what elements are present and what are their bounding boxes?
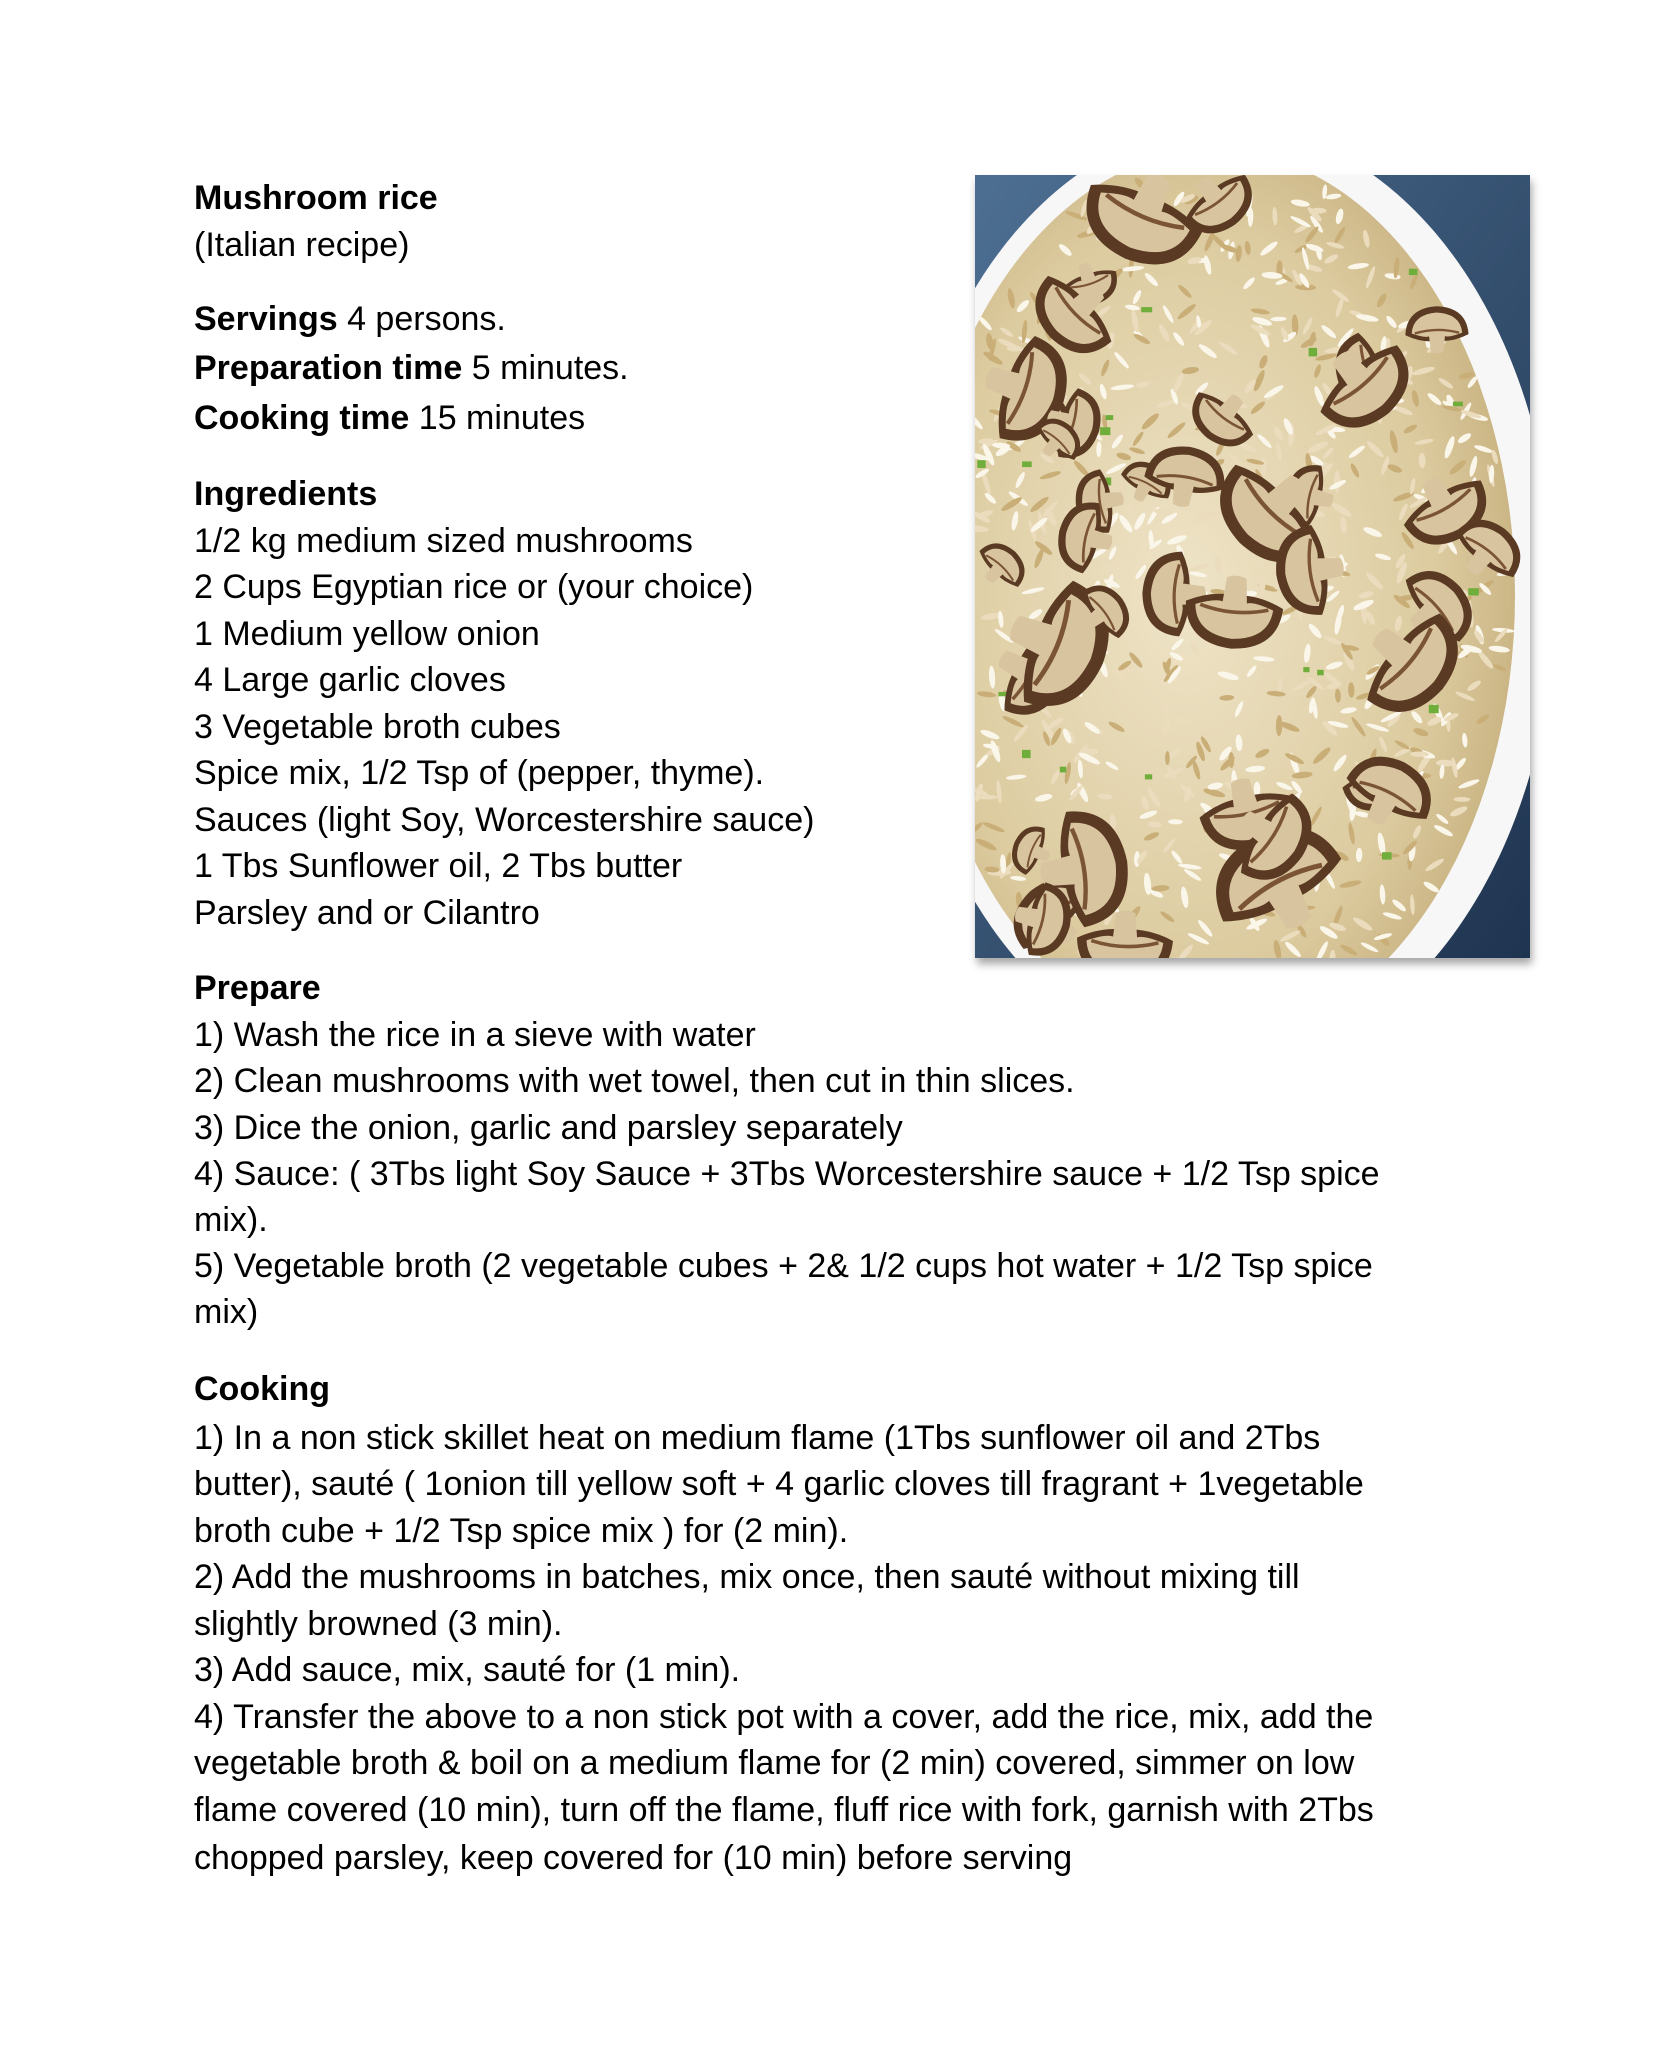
servings-label: Servings	[194, 300, 338, 338]
ingredient-item: 4 Large garlic cloves	[194, 661, 506, 699]
herb-bit	[1303, 667, 1309, 672]
cooking-time-value: 15 minutes	[418, 399, 586, 437]
herb-bit	[1022, 750, 1031, 758]
ingredient-item: 1 Tbs Sunflower oil, 2 Tbs butter	[194, 847, 683, 885]
prepare-line: 4) Sauce: ( 3Tbs light Soy Sauce + 3Tbs Worcestershire sauce + 1/2 Tsp spice	[194, 1155, 1380, 1193]
servings-value: 4 persons.	[347, 300, 506, 338]
herb-bit	[1468, 588, 1479, 595]
cooking-time-line	[194, 398, 585, 438]
ingredient-item: 3 Vegetable broth cubes	[194, 708, 561, 746]
ingredient-item: Spice mix, 1/2 Tsp of (pepper, thyme).	[194, 754, 765, 792]
cooking-line: 4) Transfer the above to a non stick pot with a cover, add the rice, mix, add the	[194, 1698, 1374, 1736]
herb-bit	[1382, 852, 1392, 859]
ingredient-item: Parsley and or Cilantro	[194, 894, 540, 932]
prepare-line: mix).	[194, 1201, 268, 1239]
rice-grain	[1310, 208, 1326, 214]
cooking-line: broth cube + 1/2 Tsp spice mix ) for (2 min).	[194, 1512, 849, 1550]
recipe-subtitle: (Italian recipe)	[194, 226, 410, 264]
ingredient-item: Sauces (light Soy, Worcestershire sauce)	[194, 801, 815, 839]
herb-bit	[1309, 348, 1318, 357]
ingredients-heading: Ingredients	[194, 475, 378, 513]
cooking-line: 1) In a non stick skillet heat on medium flame (1Tbs sunflower oil and 2Tbs	[194, 1419, 1321, 1457]
cooking-line: butter), sauté ( 1onion till yellow soft + 4 garlic cloves till fragrant + 1vegetable	[194, 1465, 1364, 1503]
herb-bit	[977, 460, 985, 468]
cooking-line: vegetable broth & boil on a medium flame for (2 min) covered, simmer on low	[194, 1744, 1355, 1782]
prepare-line: 1) Wash the rice in a sieve with water	[194, 1016, 756, 1054]
prepare-heading: Prepare	[194, 969, 321, 1007]
servings-line	[194, 299, 506, 339]
prepare-line: mix)	[194, 1293, 259, 1331]
prepare-line: 2) Clean mushrooms with wet towel, then cut in thin slices.	[194, 1062, 1075, 1100]
herb-bit	[1317, 670, 1324, 676]
rice-grain	[1165, 751, 1170, 765]
recipe-title: Mushroom rice	[194, 179, 438, 217]
cooking-line: flame covered (10 min), turn off the flame, fluff rice with fork, garnish with 2Tbs	[194, 1791, 1374, 1829]
herb-bit	[1409, 269, 1418, 275]
prep-time-line	[194, 348, 629, 388]
herb-bit	[1100, 427, 1110, 435]
cooking-time-label: Cooking time	[194, 399, 410, 437]
prep-time-label: Preparation time	[194, 349, 463, 387]
ingredient-item: 1 Medium yellow onion	[194, 615, 540, 653]
prepare-line: 3) Dice the onion, garlic and parsley separately	[194, 1109, 903, 1147]
herb-bit	[1453, 402, 1463, 407]
cooking-line: chopped parsley, keep covered for (10 min) before serving	[194, 1839, 1073, 1877]
cooking-heading: Cooking	[194, 1370, 330, 1408]
herb-bit	[1060, 767, 1066, 773]
herb-bit	[1141, 307, 1152, 312]
herb-bit	[1106, 415, 1114, 420]
herb-bit	[1022, 461, 1032, 467]
ingredient-item: 2 Cups Egyptian rice or (your choice)	[194, 568, 754, 606]
cooking-line: 3) Add sauce, mix, sauté for (1 min).	[194, 1651, 741, 1689]
prepare-line: 5) Vegetable broth (2 vegetable cubes + 2& 1/2 cups hot water + 1/2 Tsp spice	[194, 1247, 1373, 1285]
cooking-line: slightly browned (3 min).	[194, 1605, 563, 1643]
herb-bit	[1145, 774, 1152, 779]
mushroom-rice-illustration	[975, 175, 1530, 958]
prep-time-value: 5 minutes.	[471, 349, 629, 387]
cooking-line: 2) Add the mushrooms in batches, mix once, then sauté without mixing till	[194, 1558, 1300, 1596]
herb-bit	[1429, 705, 1439, 713]
mushroom-rice-photo	[975, 175, 1530, 958]
ingredient-item: 1/2 kg medium sized mushrooms	[194, 522, 693, 560]
